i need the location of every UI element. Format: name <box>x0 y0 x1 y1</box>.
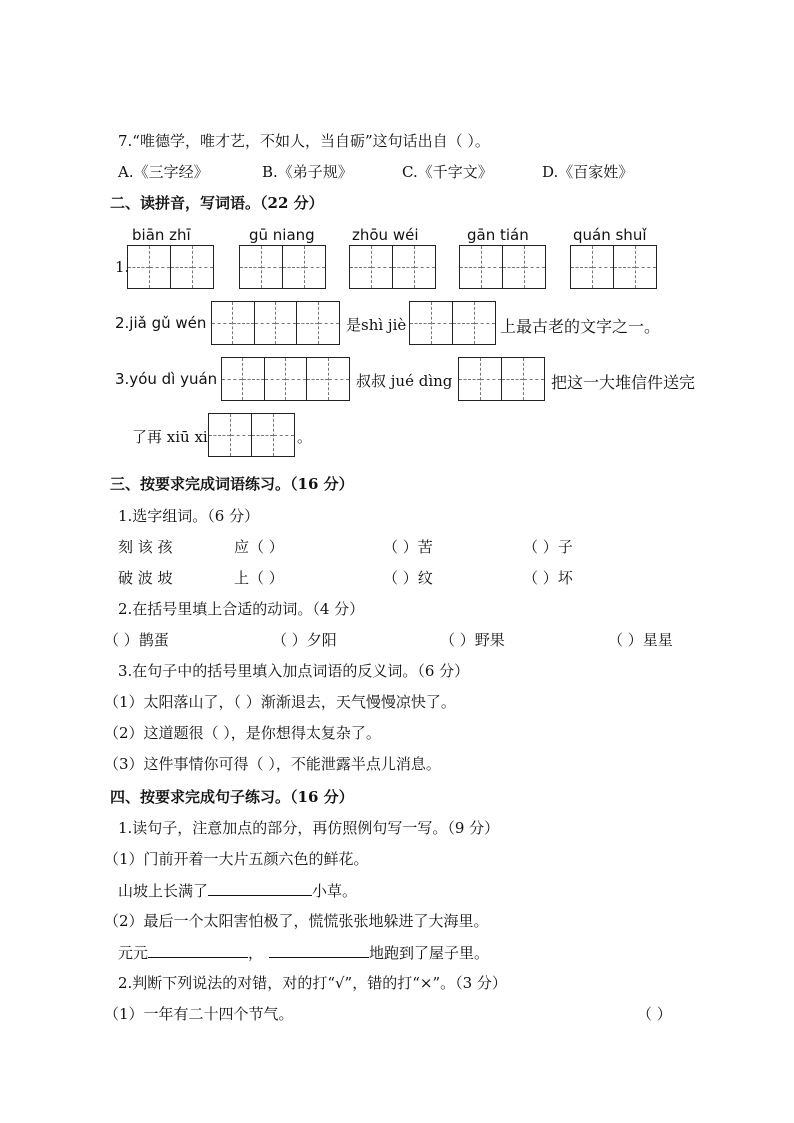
verb-blank[interactable]: （ ）鹊蛋 <box>104 631 169 649</box>
writing-grid[interactable] <box>349 245 436 289</box>
pinyin-3: zhōu wéi <box>352 226 419 244</box>
writing-grid[interactable] <box>221 357 350 401</box>
row1-number: 1. <box>115 258 130 276</box>
writing-grid[interactable] <box>409 301 496 345</box>
row4-prefix: 了再 xiū xi <box>132 428 208 446</box>
row2-mid: 是shì jiè <box>346 316 407 334</box>
writing-grid[interactable] <box>127 245 214 289</box>
sub-question-2: 2.在括号里填上合适的动词。（4 分） <box>118 600 365 618</box>
q7-option-d: D.《百家姓》 <box>542 163 634 181</box>
sub-question-2: 2.判断下列说法的对错，对的打“√”，错的打“×”。（3 分） <box>118 974 507 992</box>
section-4-heading: 四、按要求完成句子练习。（16 分） <box>110 788 354 806</box>
pinyin-5: quán shuǐ <box>573 226 647 244</box>
question-7-stem: 7.“唯德学，唯才艺，不如人，当自砺”这句话出自（ ）。 <box>118 132 490 150</box>
section-2-heading: 二、读拼音，写词语。（22 分） <box>110 194 324 212</box>
writing-grid[interactable] <box>459 245 546 289</box>
fill2-mid: ， <box>248 944 264 962</box>
word-blank[interactable]: 上（ ） <box>234 569 284 587</box>
answer-line[interactable] <box>269 941 369 958</box>
judge-answer-blank[interactable]: （ ） <box>637 1005 672 1023</box>
pinyin-4: gān tián <box>467 226 529 244</box>
verb-blank[interactable]: （ ）夕阳 <box>272 631 337 649</box>
char-choices-2: 破 波 坡 <box>118 569 173 587</box>
row2-suffix: 上最古老的文字之一。 <box>500 317 661 336</box>
fill2-before: 元元 <box>118 944 149 962</box>
writing-grid[interactable] <box>208 413 295 457</box>
example-sentence-1: （1）门前开着一大片五颜六色的鲜花。 <box>104 850 369 868</box>
fill-sentence-1 <box>118 879 357 901</box>
word-blank[interactable]: （ ）坏 <box>523 569 573 587</box>
example-sentence-2: （2）最后一个太阳害怕极了，慌慌张张地躲进了大海里。 <box>104 912 489 930</box>
word-blank[interactable]: （ ）子 <box>523 538 573 556</box>
sub-question-1: 1.读句子，注意加点的部分，再仿照例句写一写。（9 分） <box>118 819 500 837</box>
writing-grid[interactable] <box>570 245 657 289</box>
writing-grid[interactable] <box>458 357 545 401</box>
q7-option-a: A.《三字经》 <box>118 163 209 181</box>
row3-prefix: 3.yóu dì yuán <box>115 370 218 388</box>
fill1-before: 山坡上长满了 <box>118 882 209 900</box>
writing-grid[interactable] <box>211 301 340 345</box>
answer-line[interactable] <box>148 941 248 958</box>
judge-statement-1: （1）一年有二十四个节气。 <box>104 1005 294 1023</box>
sub-question-1: 1.选字组词。（6 分） <box>118 507 260 525</box>
row3-mid: 叔叔 jué dìng <box>356 372 453 390</box>
sentence-1: （1）太阳落山了，（ ）渐渐退去，天气慢慢凉快了。 <box>104 693 456 711</box>
verb-blank[interactable]: （ ）星星 <box>608 631 673 649</box>
section-3-heading: 三、按要求完成词语练习。（16 分） <box>110 475 354 493</box>
sentence-3: （3）这件事情你可得（ ），不能泄露半点儿消息。 <box>104 755 441 773</box>
sentence-2: （2）这道题很（ ），是你想得太复杂了。 <box>104 724 381 742</box>
writing-grid[interactable] <box>239 245 326 289</box>
row3-suffix: 把这一大堆信件送完 <box>551 373 696 392</box>
pinyin-1: biān zhī <box>132 226 191 244</box>
q7-option-b: B.《弟子规》 <box>262 163 353 181</box>
fill-sentence-2 <box>118 941 489 963</box>
char-choices-1: 刻 该 孩 <box>118 538 173 556</box>
word-blank[interactable]: （ ）苦 <box>383 538 433 556</box>
verb-blank[interactable]: （ ）野果 <box>440 631 505 649</box>
answer-line[interactable] <box>208 879 312 896</box>
q7-option-c: C.《千字文》 <box>402 163 493 181</box>
row2-prefix: 2.jiǎ gǔ wén <box>115 314 207 332</box>
row4-suffix: 。 <box>297 428 313 446</box>
word-blank[interactable]: 应（ ） <box>234 538 284 556</box>
word-blank[interactable]: （ ）纹 <box>383 569 433 587</box>
pinyin-2: gū niang <box>249 226 315 244</box>
fill2-after: 地跑到了屋子里。 <box>369 944 490 962</box>
fill1-after: 小草。 <box>312 882 358 900</box>
sub-question-3: 3.在句子中的括号里填入加点词语的反义词。（6 分） <box>118 662 470 680</box>
